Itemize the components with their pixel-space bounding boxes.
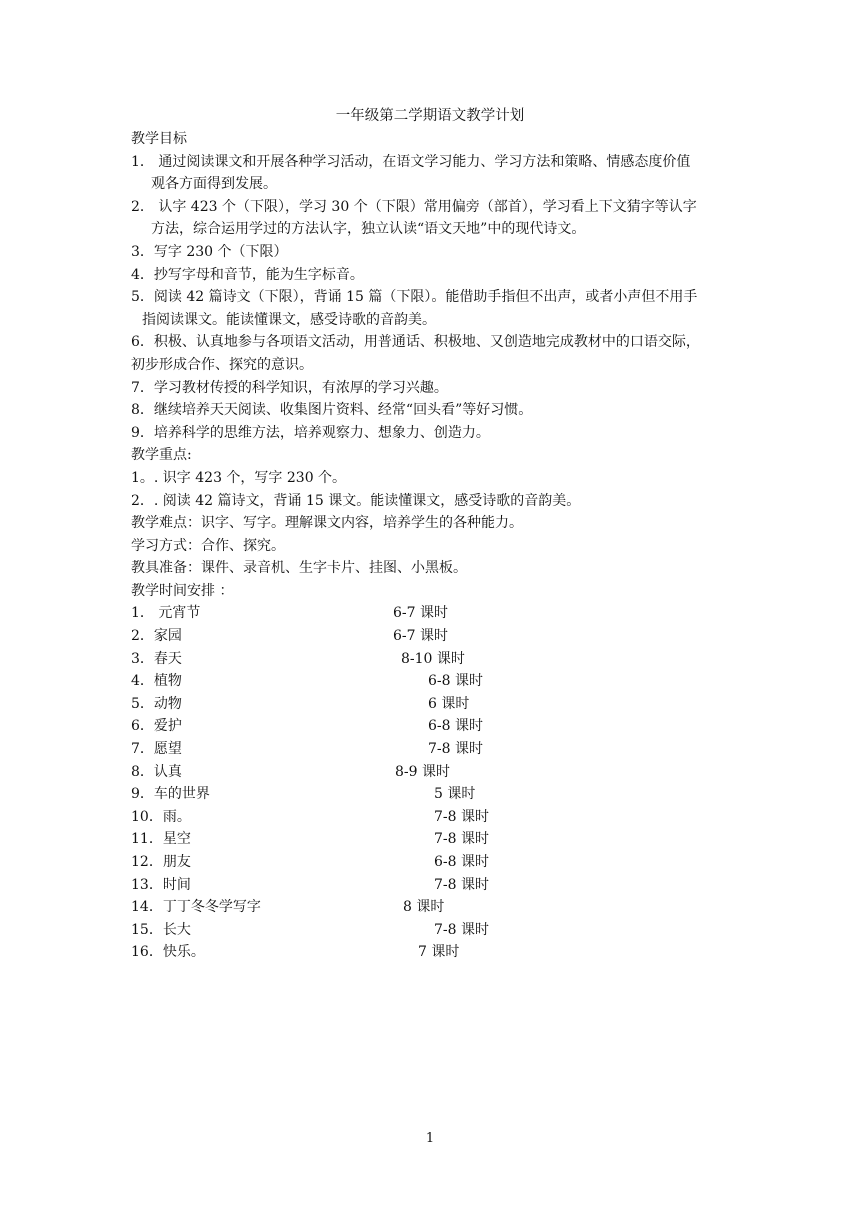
goal-item: 9．培养科学的思维方法，培养观察力、想象力、创造力。 <box>131 424 490 441</box>
schedule-row <box>131 715 741 738</box>
goal-item-continuation: 指阅读课文。能读懂课文，感受诗歌的音韵美。 <box>142 311 436 328</box>
schedule-row <box>131 828 741 851</box>
goal-item-continuation: 方法，综合运用学过的方法认字，独立认读“语文天地”中的现代诗文。 <box>151 221 586 238</box>
schedule-lesson: 2．家园 <box>131 628 182 645</box>
schedule-hours: 8 课时 <box>403 899 445 916</box>
schedule-lesson: 4．植物 <box>131 673 182 690</box>
schedule-lesson: 9．车的世界 <box>131 786 210 803</box>
goal-item-continuation: 初步形成合作、探究的意识。 <box>131 356 313 373</box>
schedule-row <box>131 625 741 648</box>
schedule-hours: 6-7 课时 <box>393 605 448 622</box>
section-heading-goals: 教学目标 <box>131 131 187 147</box>
schedule-lesson: 16．快乐。 <box>131 944 205 961</box>
schedule-row <box>131 941 741 964</box>
schedule-lesson: 5．动物 <box>131 695 182 712</box>
schedule-row <box>131 761 741 784</box>
schedule-row <box>131 648 741 671</box>
goal-item: 6．积极、认真地参与各项语文活动，用普通话、积极地、又创造地完成教材中的口语交际， <box>131 334 700 351</box>
schedule-row <box>131 670 741 693</box>
schedule-row <box>131 602 741 625</box>
schedule-lesson: 13．时间 <box>131 876 191 893</box>
goal-item: 8．继续培养天天阅读、收集图片资料、经常“回头看”等好习惯。 <box>131 402 533 419</box>
goal-item: 5．阅读 42 篇诗文（下限），背诵 15 篇（下限）。能借助手指但不出声，或者小声但不用手 <box>131 289 698 306</box>
schedule-hours: 6-8 课时 <box>428 673 483 690</box>
schedule-lesson: 11．星空 <box>131 831 191 848</box>
schedule-lesson: 1． 元宵节 <box>131 605 201 622</box>
page-number: 1 <box>425 1131 435 1146</box>
section-heading-key-points: 教学重点: <box>131 447 192 464</box>
page-title: 一年级第二学期语文教学计划 <box>335 108 525 124</box>
schedule-row <box>131 851 741 874</box>
schedule-hours: 7 课时 <box>418 944 460 961</box>
schedule-row <box>131 693 741 716</box>
schedule-row <box>131 874 741 897</box>
section-heading-schedule: 教学时间安排 ： <box>131 582 234 599</box>
key-point-item: 1。. 识字 423 个，写字 230 个。 <box>131 469 347 486</box>
teaching-tools-line: 教具准备：课件、录音机、生字卡片、挂图、小黑板。 <box>131 560 467 577</box>
goal-item: 1． 通过阅读课文和开展各种学习活动，在语文学习能力、学习方法和策略、情感态度价值 <box>131 153 691 170</box>
key-point-item: 2．. 阅读 42 篇诗文，背诵 15 课文。能读懂课文，感受诗歌的音韵美。 <box>131 492 581 509</box>
goal-item: 2． 认字 423 个（下限），学习 30 个（下限）常用偏旁（部首），学习看上下文猜字等认字 <box>131 198 697 215</box>
schedule-hours: 6-7 课时 <box>393 628 448 645</box>
schedule-hours: 7-8 课时 <box>434 921 489 938</box>
schedule-hours: 7-8 课时 <box>434 831 489 848</box>
schedule-row <box>131 896 741 919</box>
schedule-row <box>131 783 741 806</box>
schedule-lesson: 3．春天 <box>131 650 182 667</box>
goal-item-continuation: 观各方面得到发展。 <box>151 176 277 193</box>
document-body <box>131 128 741 964</box>
schedule-lesson: 7．愿望 <box>131 741 182 758</box>
learning-method-line: 学习方式：合作、探究。 <box>131 537 285 554</box>
schedule-hours: 8-9 课时 <box>395 763 450 780</box>
schedule-lesson: 10．雨。 <box>131 808 191 825</box>
schedule-row <box>131 738 741 761</box>
schedule-hours: 7-8 课时 <box>434 808 489 825</box>
difficulty-line: 教学难点：识字、写字。理解课文内容，培养学生的各种能力。 <box>131 515 523 532</box>
schedule-lesson: 6．爱护 <box>131 718 182 735</box>
schedule-lesson: 12．朋友 <box>131 854 191 870</box>
schedule-lesson: 8．认真 <box>131 763 182 780</box>
schedule-lesson: 14．丁丁冬冬学写字 <box>131 899 261 916</box>
schedule-hours: 6-8 课时 <box>428 718 483 735</box>
goal-item: 4．抄写字母和音节，能为生字标音。 <box>131 266 364 283</box>
schedule-hours: 8-10 课时 <box>401 650 465 667</box>
schedule-row <box>131 806 741 829</box>
schedule-hours: 7-8 课时 <box>434 876 489 893</box>
goal-item: 7．学习教材传授的科学知识，有浓厚的学习兴趣。 <box>131 379 448 396</box>
schedule-hours: 7-8 课时 <box>428 741 483 758</box>
schedule-hours: 6 课时 <box>428 695 470 712</box>
schedule-row <box>131 919 741 942</box>
goal-item: 3．写字 230 个（下限） <box>131 243 288 260</box>
schedule-hours: 6-8 课时 <box>434 854 489 870</box>
schedule-lesson: 15．长大 <box>131 921 191 938</box>
schedule-hours: 5 课时 <box>434 786 476 803</box>
